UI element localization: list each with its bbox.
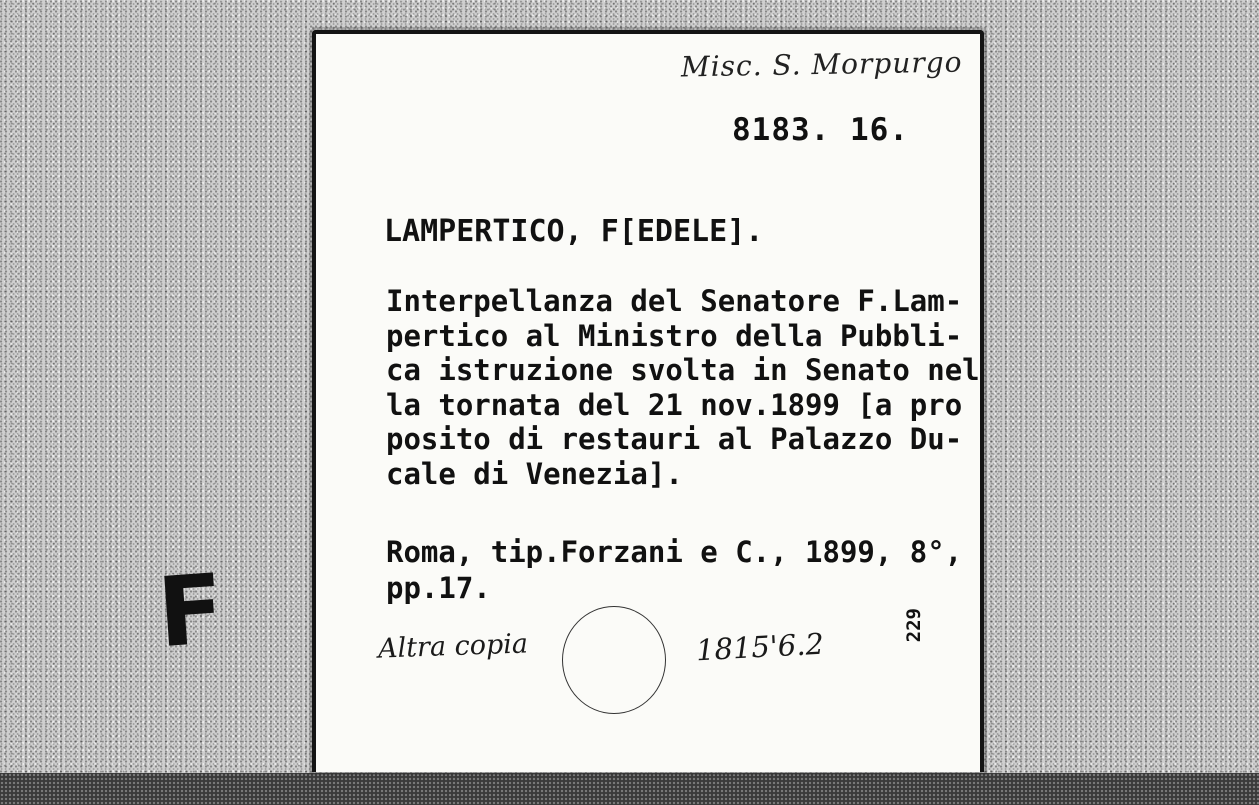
imprint-line: Roma, tip.Forzani e C., 1899, 8°,: [386, 535, 963, 569]
drawer-letter: F: [154, 552, 228, 670]
catalog-card: [312, 30, 984, 772]
shelfmark-handwritten: Misc. S. Morpurgo: [680, 45, 963, 84]
scan-bottom-edge: [0, 773, 1259, 805]
title-line: Interpellanza del Senatore F.Lam-: [386, 284, 963, 318]
vertical-number: 229: [903, 608, 925, 643]
title-line: la tornata del 21 nov.1899 [a pro: [386, 387, 963, 422]
handwritten-number: 1815'6.2: [695, 626, 825, 668]
handwritten-note: Altra copia: [377, 628, 529, 665]
title-line: pertico al Ministro della Pubbli-: [386, 318, 963, 353]
author-heading: LAMPERTICO, F[EDELE].: [384, 214, 764, 249]
title-line: cale di Venezia].: [386, 456, 683, 491]
catalog-number: 8183. 16.: [732, 112, 909, 148]
imprint-line: pp.17.: [386, 571, 491, 605]
title-line: posito di restauri al Palazzo Du-: [386, 422, 963, 457]
title-line: ca istruzione svolta in Senato nel: [386, 353, 980, 388]
imprint-block: [386, 534, 976, 606]
title-block: [386, 284, 980, 492]
library-stamp-circle: [562, 606, 666, 714]
